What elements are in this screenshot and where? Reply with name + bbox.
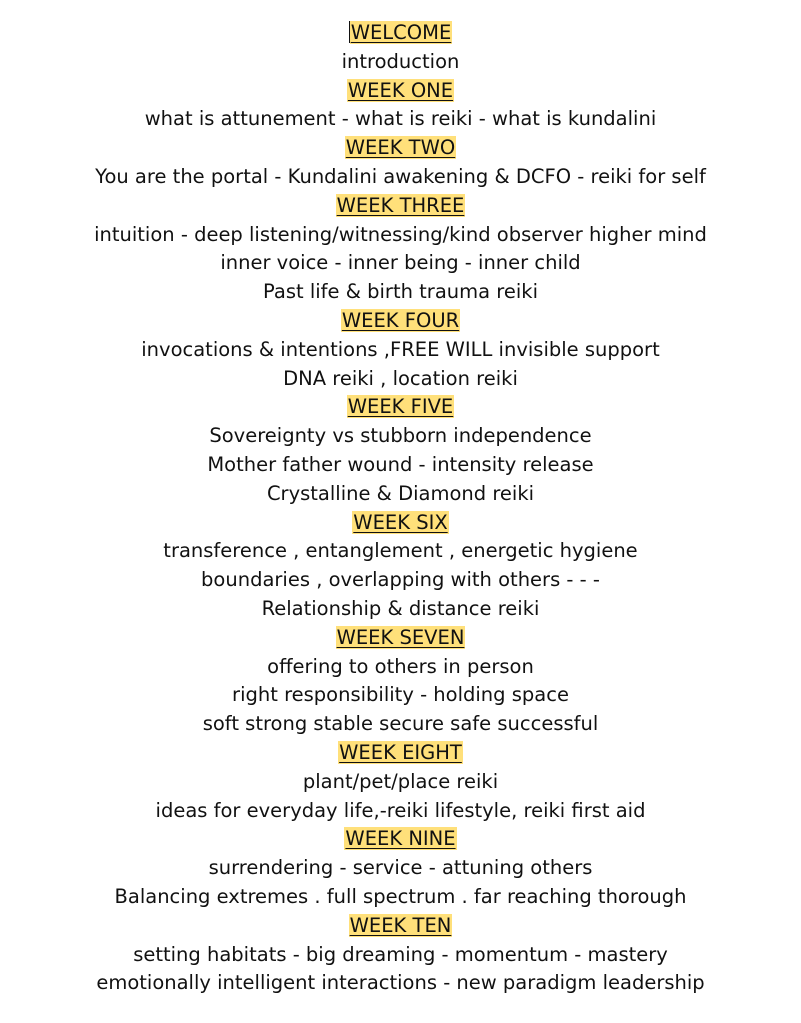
topic-line: Crystalline & Diamond reiki [266,481,535,505]
topic-line: inner voice - inner being - inner child [220,251,581,275]
topic-line: DNA reiki , location reiki [283,366,518,390]
section-heading-label: WELCOME [350,21,452,44]
topic-line: what is attunement - what is reiki - what is kundalini [144,107,657,131]
section-heading [0,77,801,106]
topic-line: transference , entanglement , energetic hygiene [163,539,638,563]
topic-line: right responsibility - holding space [232,683,569,707]
topic-line: Mother father wound - intensity release [207,452,594,476]
section-heading-label: WEEK TWO [345,136,456,160]
section-heading-label: WEEK SEVEN [336,625,465,649]
section-heading [0,134,801,163]
topic-line: intuition - deep listening/witnessing/kind observer higher mind [94,222,707,246]
topic-line: plant/pet/place reiki [302,769,499,793]
topic-line: invocations & intentions ,FREE WILL invisible support [141,337,660,361]
section-heading [0,509,801,538]
section-heading-label: WEEK NINE [345,827,456,851]
section-heading [0,912,801,941]
section-heading-label: WEEK ONE [347,78,454,102]
section-heading [0,192,801,221]
section-heading [0,825,801,854]
section-heading [0,19,801,48]
topic-line: offering to others in person [267,654,534,678]
topic-line: boundaries , overlapping with others - - - [201,568,600,592]
topic-line: setting habitats - big dreaming - momentum - mastery [133,942,668,966]
section-heading-label: WEEK THREE [336,193,465,217]
topic-line: Relationship & distance reiki [261,596,540,620]
section-heading [0,393,801,422]
topic-line: Sovereignty vs stubborn independence [209,424,592,448]
topic-line: Past life & birth trauma reiki [263,280,538,304]
topic-line: emotionally intelligent interactions - new paradigm leadership [96,971,705,995]
topic-line: ideas for everyday life,-reiki lifestyle, reiki first aid [155,798,646,822]
section-heading-label: WEEK FIVE [347,395,454,419]
topic-line: introduction [341,49,460,73]
topic-line: soft strong stable secure safe successful [202,712,599,736]
topic-line: Balancing extremes . full spectrum . far reaching thorough [114,884,687,908]
section-heading-label: WEEK EIGHT [339,740,462,764]
topic-line: You are the portal - Kundalini awakening & DCFO - reiki for self [95,164,706,188]
section-heading [0,624,801,653]
course-outline [0,19,801,998]
section-heading [0,307,801,336]
section-heading-label: WEEK SIX [353,510,448,534]
topic-line: surrendering - service - attuning others [208,856,593,880]
section-heading-label: WEEK TEN [349,913,452,937]
section-heading-label: WEEK FOUR [341,308,460,332]
section-heading [0,739,801,768]
